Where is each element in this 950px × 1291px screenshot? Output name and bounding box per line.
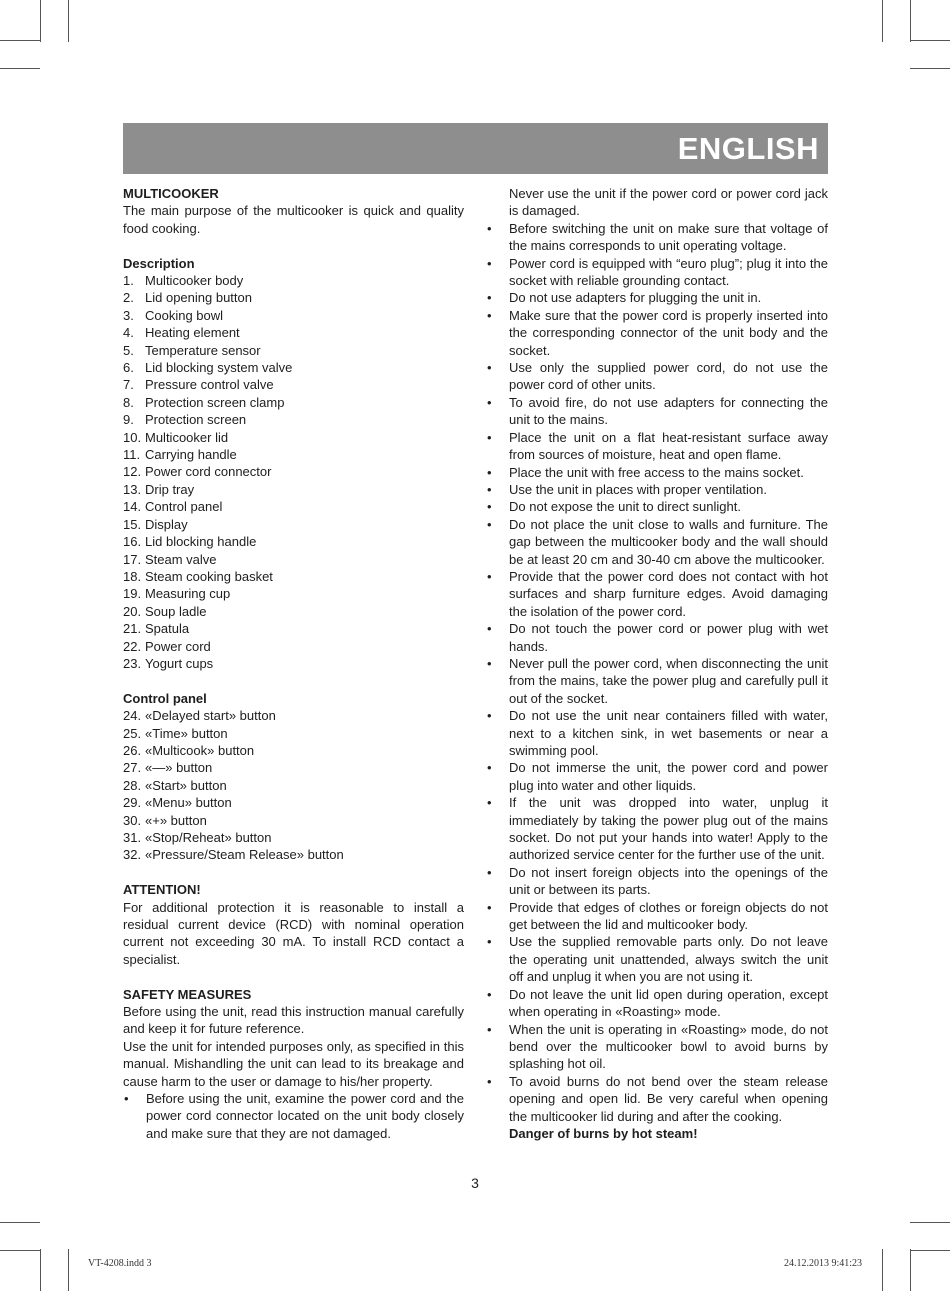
list-item: [123, 846, 464, 863]
safety-bullet: • Power cord is equipped with “euro plug”; plug it into the socket with reliable grounding contact.: [487, 255, 828, 289]
list-item: [123, 481, 464, 498]
control-panel-list: [123, 707, 464, 864]
item-number: 17.: [123, 551, 142, 567]
item-label: «Multicook» button: [145, 742, 255, 758]
item-number: 2.: [123, 290, 134, 306]
attention-paragraph: For additional protection it is reasonable to install a residual current device (RCD) with nominal operation current not exceeding 30 mA. To install RCD contact a specialist.: [123, 899, 464, 967]
list-item: [123, 289, 464, 306]
bullet-icon: •: [487, 621, 492, 637]
item-number: 23.: [123, 655, 142, 671]
crop-mark: [68, 0, 69, 42]
list-item: [123, 812, 464, 829]
safety-bullet: • Do not touch the power cord or power plug with wet hands.: [487, 621, 828, 654]
item-number: 6.: [123, 360, 134, 376]
item-number: 10.: [123, 429, 142, 445]
bullet-icon: •: [487, 986, 492, 1002]
list-item: [123, 446, 464, 463]
description-heading: Description: [123, 255, 195, 271]
list-item: [123, 359, 464, 376]
crop-mark: [0, 1250, 40, 1251]
list-item: [123, 342, 464, 359]
list-item: [123, 324, 464, 341]
item-number: 3.: [123, 307, 134, 323]
safety-bullet: • Use the supplied removable parts only. Do not leave the operating unit unattended, always switch the unit off and unplug it when you are not using it.: [487, 934, 828, 985]
item-label: Power cord: [145, 638, 211, 654]
section-title: MULTICOOKER: [123, 186, 219, 201]
bullet-icon: •: [487, 708, 492, 724]
item-label: Measuring cup: [145, 586, 231, 602]
item-number: 9.: [123, 412, 134, 428]
item-label: Multicooker lid: [145, 429, 229, 445]
page-number: 3: [471, 1175, 479, 1191]
bullet-icon: •: [487, 220, 492, 236]
crop-mark: [910, 0, 911, 42]
list-item: [123, 638, 464, 655]
item-number: 27.: [123, 760, 142, 776]
item-label: Display: [145, 516, 188, 532]
item-number: 29.: [123, 795, 142, 811]
safety-bullet: • Do not use the unit near containers filled with water, next to a kitchen sink, in wet basements or near a swimming pool.: [487, 708, 828, 758]
bullet-icon: •: [487, 655, 492, 671]
bullet-icon: •: [487, 934, 492, 950]
bullet-icon: •: [487, 795, 492, 811]
item-label: Power cord connector: [145, 464, 272, 480]
item-number: 5.: [123, 342, 134, 358]
item-label: Control panel: [145, 499, 223, 515]
safety-bullet: • Do not expose the unit to direct sunlight.: [487, 499, 741, 515]
language-banner: [123, 123, 828, 174]
safety-bullet: • Provide that the power cord does not contact with hot surfaces and sharp furniture edges. Avoid damaging the isolation of the power cord.: [487, 568, 828, 619]
crop-mark: [910, 68, 950, 69]
description-list: [123, 272, 464, 672]
bullet-icon: •: [487, 1073, 492, 1089]
item-number: 8.: [123, 394, 134, 410]
safety-heading: SAFETY MEASURES: [123, 986, 252, 1002]
bullet-icon: •: [487, 394, 492, 410]
item-number: 25.: [123, 725, 142, 741]
safety-bullet: • To avoid burns do not bend over the steam release opening and open lid. Be very careful when opening the multicooker lid during and after the cooking.: [487, 1073, 828, 1124]
safety-bullet: • Provide that edges of clothes or foreign objects do not get between the lid and multicooker body.: [487, 899, 828, 933]
item-label: Steam cooking basket: [145, 568, 273, 584]
item-number: 30.: [123, 812, 142, 828]
list-item: [123, 759, 464, 776]
continued-paragraph: Never use the unit if the power cord or power cord jack is damaged.: [509, 186, 828, 219]
item-number: 13.: [123, 481, 142, 497]
crop-mark: [0, 1222, 40, 1223]
item-label: Spatula: [145, 621, 190, 637]
bullet-icon: •: [487, 864, 492, 880]
bullet-icon: •: [487, 760, 492, 776]
list-item: [123, 394, 464, 411]
item-label: Steam valve: [145, 551, 217, 567]
item-label: «Time» button: [145, 725, 228, 741]
item-number: 31.: [123, 830, 142, 845]
safety-bullet: • When the unit is operating in «Roasting» mode, do not bend over the multicooker bowl to avoid burns by splashing hot oil.: [487, 1021, 828, 1072]
list-item: [123, 742, 464, 759]
safety-paragraph: Use the unit for intended purposes only, as specified in this manual. Mishandling the unit can lead to its breakage and cause harm to the user or damage to his/her property.: [123, 1038, 464, 1089]
bullet-icon: •: [487, 516, 492, 532]
item-label: «Start» button: [145, 777, 227, 793]
right-column: [486, 185, 828, 1142]
item-label: Pressure control valve: [145, 377, 274, 393]
list-item: [123, 655, 464, 672]
list-item: [123, 707, 464, 724]
list-item: [123, 463, 464, 480]
item-label: «+» button: [145, 812, 207, 828]
safety-bullet: • Do not place the unit close to walls and furniture. The gap between the multicooker body and the wall should be at least 20 cm and 30-40 cm above the multicooker.: [487, 516, 828, 567]
list-item: [123, 376, 464, 393]
bullet-icon: •: [487, 290, 492, 306]
safety-bullet-list: [486, 220, 828, 1125]
safety-bullet: • Place the unit with free access to the mains socket.: [487, 464, 804, 480]
bullet-icon: •: [487, 899, 492, 915]
item-label: Lid blocking handle: [145, 534, 257, 550]
safety-bullet: • If the unit was dropped into water, unplug it immediately by taking the power plug out of the mains socket. Do not put your hands into water! Apply to the authorized service center for the further use of the unit.: [487, 795, 828, 863]
item-label: Multicooker body: [145, 273, 244, 289]
safety-bullet: • Never pull the power cord, when disconnecting the unit from the mains, take the power plug and carefully pull it out of the socket.: [487, 655, 828, 706]
safety-bullet: • Do not insert foreign objects into the openings of the unit or between its parts.: [487, 864, 828, 898]
control-panel-heading: Control panel: [123, 690, 207, 706]
crop-mark: [910, 1249, 911, 1291]
safety-bullet: • Use the unit in places with proper ventilation.: [487, 481, 767, 497]
item-number: 19.: [123, 586, 142, 602]
list-item: [123, 429, 464, 446]
item-label: Lid opening button: [145, 290, 252, 306]
item-number: 14.: [123, 499, 142, 515]
bullet-icon: •: [487, 1021, 492, 1037]
item-number: 28.: [123, 777, 142, 793]
list-item: [123, 585, 464, 602]
intro-paragraph: The main purpose of the multicooker is quick and quality food cooking.: [123, 203, 464, 236]
item-number: 26.: [123, 742, 142, 758]
bullet-icon: •: [487, 481, 492, 497]
item-number: 15.: [123, 516, 142, 532]
list-item: [123, 603, 464, 620]
item-label: Carrying handle: [145, 447, 237, 463]
list-item: [123, 620, 464, 637]
safety-bullet: • Use only the supplied power cord, do not use the power cord of other units.: [487, 360, 828, 393]
crop-mark: [910, 1222, 950, 1223]
crop-mark: [0, 40, 40, 41]
list-item: [123, 551, 464, 568]
list-item: [123, 272, 464, 289]
safety-bullet: • Do not leave the unit lid open during operation, except when operating in «Roasting» mode.: [487, 986, 828, 1020]
bullet-icon: •: [487, 568, 492, 584]
safety-bullet: • Do not use adapters for plugging the unit in.: [487, 290, 762, 306]
item-number: 1.: [123, 273, 134, 289]
item-label: Drip tray: [145, 481, 195, 497]
list-item: [123, 777, 464, 794]
item-number: 12.: [123, 464, 142, 480]
safety-paragraph: Before using the unit, read this instruction manual carefully and keep it for future reference.: [123, 1004, 464, 1037]
list-item: [123, 794, 464, 811]
item-label: Yogurt cups: [145, 655, 214, 671]
item-number: 21.: [123, 621, 142, 637]
bullet-icon: •: [487, 499, 492, 515]
item-number: 18.: [123, 568, 142, 584]
list-item: [123, 498, 464, 515]
bullet-icon: •: [487, 464, 492, 480]
footer-file: VT-4208.indd 3: [88, 1258, 152, 1269]
crop-mark: [40, 1249, 41, 1291]
item-label: «Menu» button: [145, 795, 232, 811]
safety-bullet: • Before using the unit, examine the power cord and the power cord connector located on the unit body closely and make sure that they are not damaged.: [124, 1091, 464, 1141]
bullet-icon: •: [487, 360, 492, 376]
bullet-icon: •: [487, 429, 492, 445]
item-number: 7.: [123, 377, 134, 393]
language-label: ENGLISH: [677, 131, 819, 166]
item-label: «Delayed start» button: [145, 708, 276, 724]
item-number: 22.: [123, 638, 142, 654]
item-number: 16.: [123, 534, 142, 550]
item-label: Protection screen clamp: [145, 394, 285, 410]
crop-mark: [910, 1250, 950, 1251]
safety-bullet: • Before switching the unit on make sure that voltage of the mains corresponds to unit operating voltage.: [487, 220, 828, 254]
safety-bullet: • To avoid fire, do not use adapters for connecting the unit to the mains.: [487, 394, 828, 428]
list-item: [123, 725, 464, 742]
list-item: [123, 829, 464, 846]
footer-timestamp: 24.12.2013 9:41:23: [783, 1258, 862, 1269]
crop-mark: [0, 68, 40, 69]
list-item: [123, 533, 464, 550]
left-column: [123, 185, 464, 1142]
item-number: 24.: [123, 708, 142, 724]
item-label: Lid blocking system valve: [145, 360, 293, 376]
list-item: [123, 568, 464, 585]
item-number: 11.: [123, 447, 141, 463]
item-label: Cooking bowl: [145, 307, 224, 323]
list-item: [123, 411, 464, 428]
item-label: «Pressure/Steam Release» button: [145, 847, 344, 863]
item-number: 4.: [123, 325, 134, 341]
crop-mark: [882, 1249, 883, 1291]
crop-mark: [910, 40, 950, 41]
crop-mark: [68, 1249, 69, 1291]
item-label: «—» button: [145, 760, 213, 776]
bullet-icon: •: [487, 307, 492, 323]
steam-warning: Danger of burns by hot steam!: [509, 1125, 698, 1141]
attention-heading: ATTENTION!: [123, 882, 201, 898]
crop-mark: [40, 0, 41, 42]
item-number: 32.: [123, 847, 142, 863]
item-label: Protection screen: [145, 412, 247, 428]
item-label: Soup ladle: [145, 603, 207, 619]
list-item: [123, 516, 464, 533]
crop-mark: [882, 0, 883, 42]
list-item: [123, 307, 464, 324]
safety-bullet: • Place the unit on a flat heat-resistant surface away from sources of moisture, heat and open flame.: [487, 429, 828, 463]
safety-bullet: • Do not immerse the unit, the power cord and power plug into water and other liquids.: [487, 760, 828, 793]
item-label: «Stop/Reheat» button: [145, 830, 272, 845]
item-number: 20.: [123, 603, 142, 619]
item-label: Heating element: [145, 325, 240, 341]
item-label: Temperature sensor: [145, 342, 261, 358]
safety-bullet: • Make sure that the power cord is properly inserted into the corresponding connector of the unit body and the socket.: [487, 307, 828, 358]
bullet-icon: •: [487, 255, 492, 271]
bullet-icon: •: [124, 1091, 129, 1107]
